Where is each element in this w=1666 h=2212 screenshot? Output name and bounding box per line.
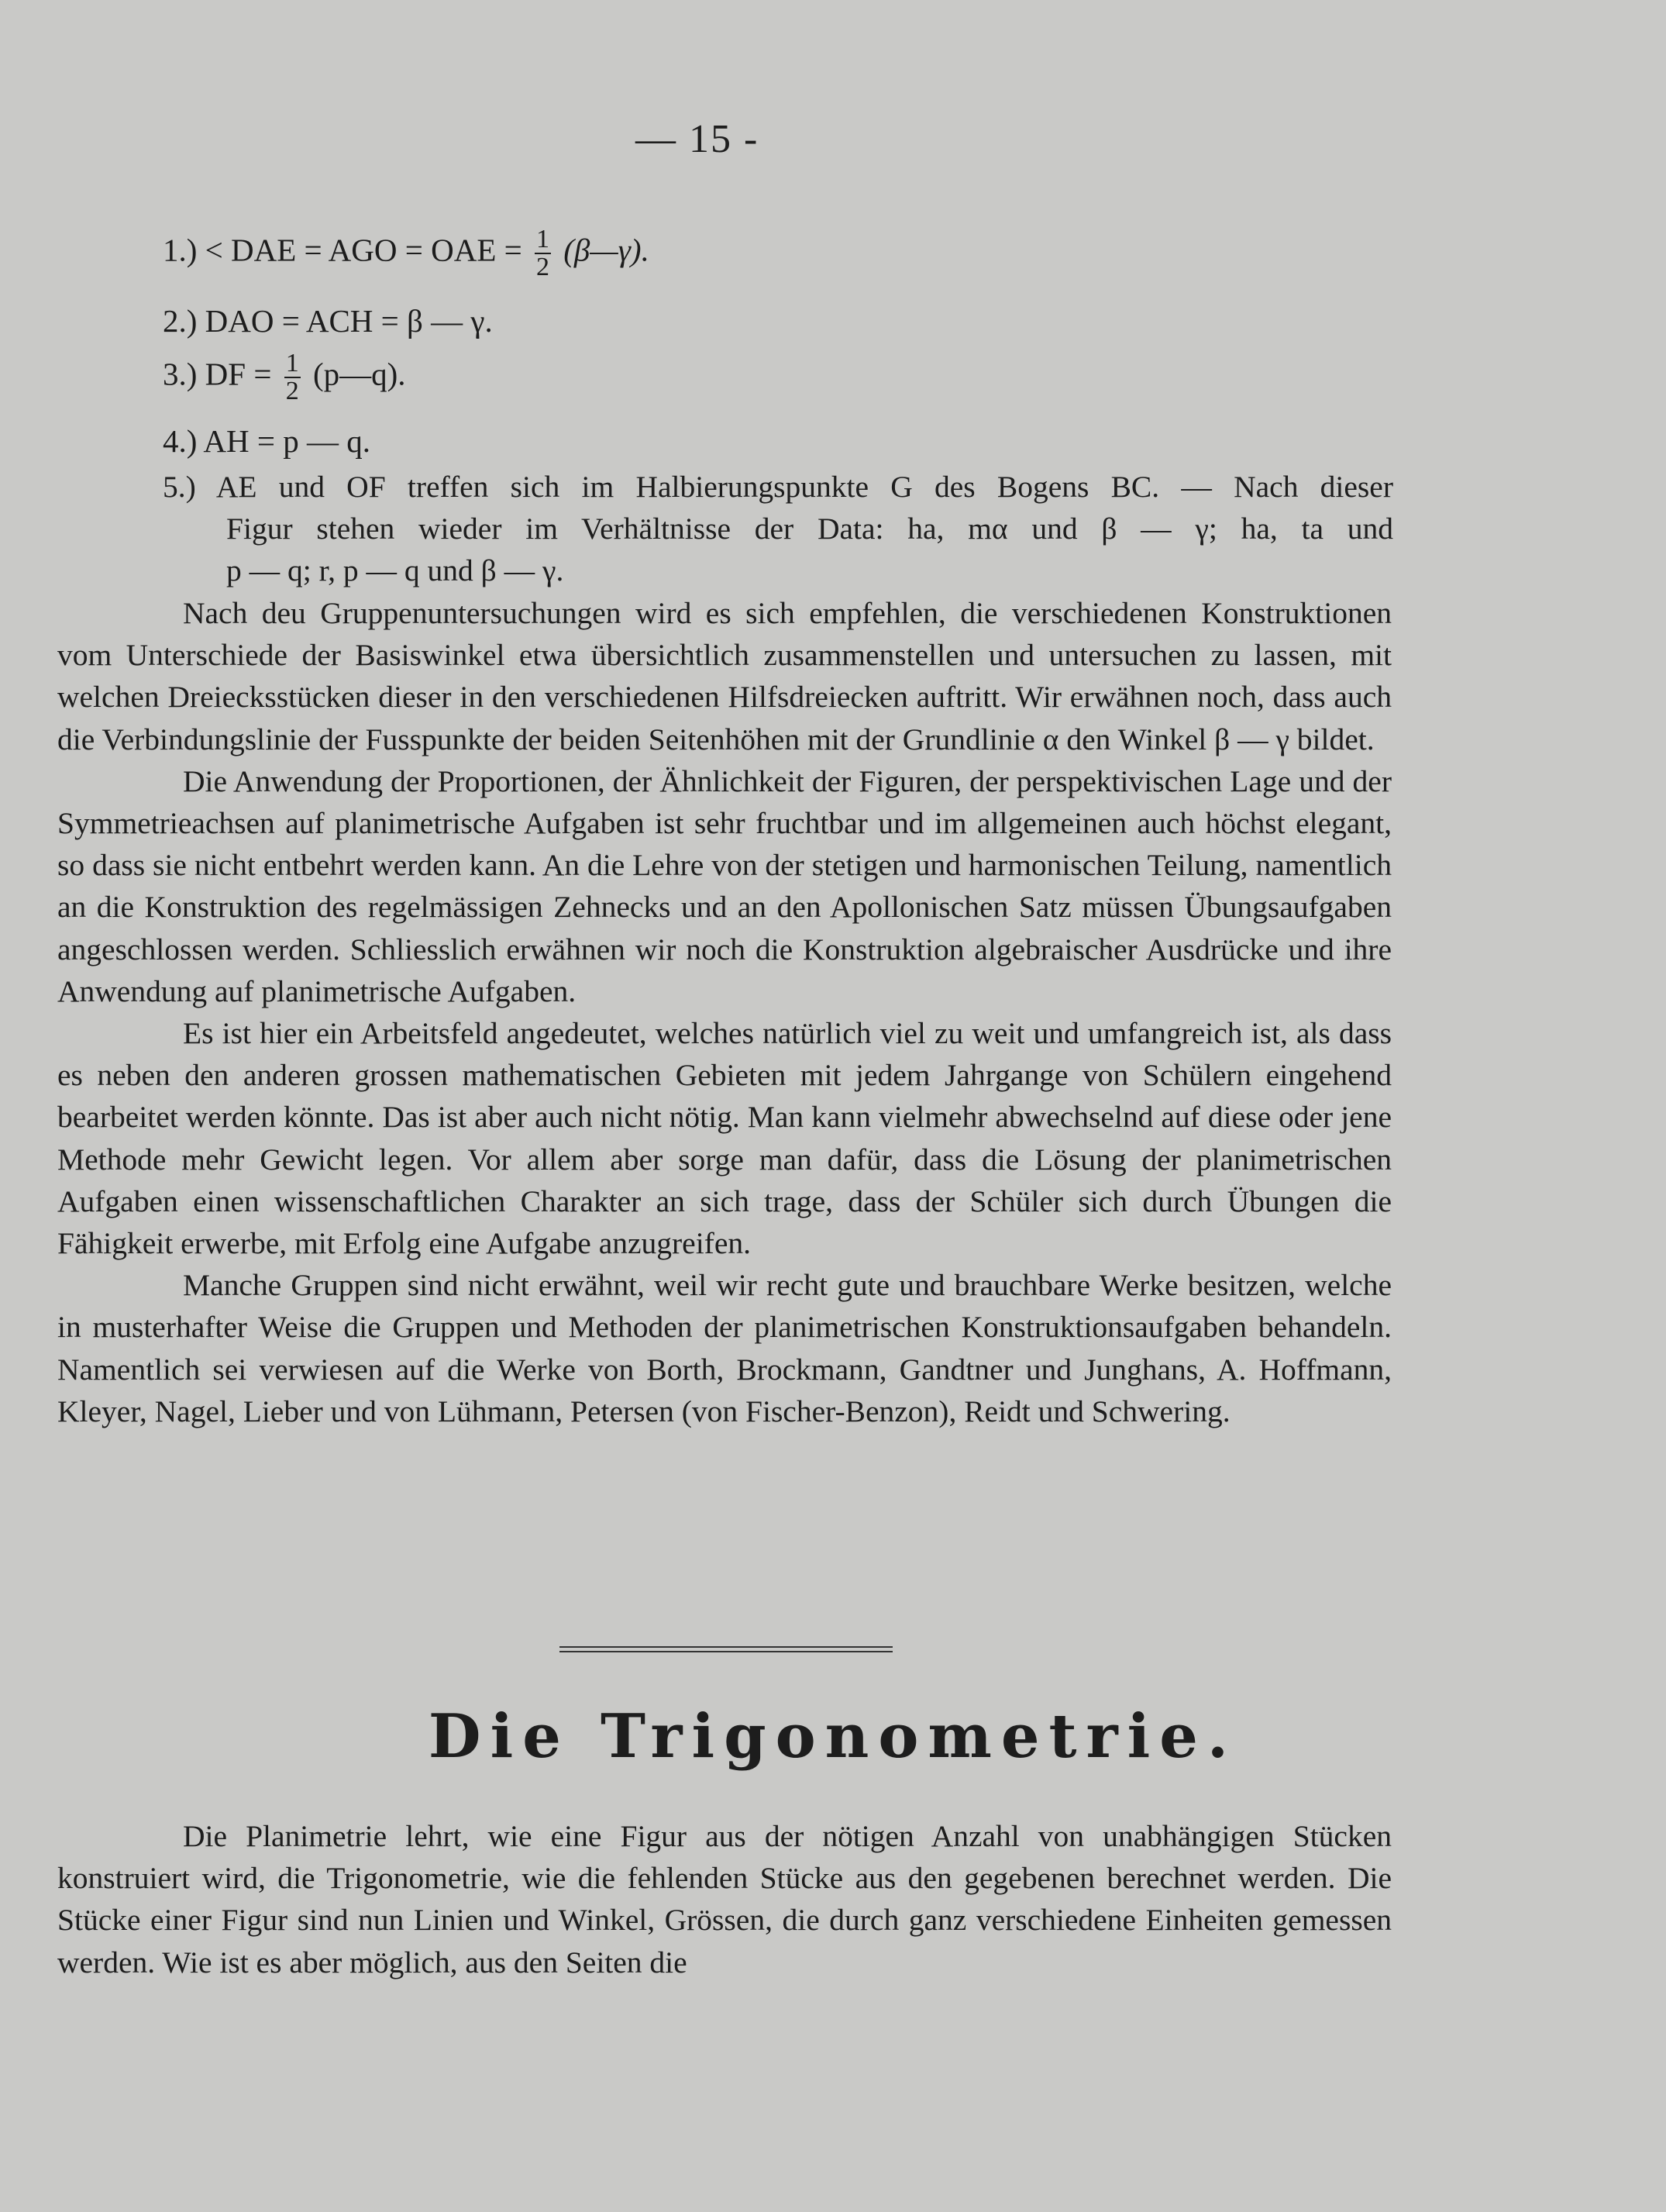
list-item-5-line-1: 5.) AE und OF treffen sich im Halbierungspunkte G des Bogens BC. — Nach dieser	[163, 470, 1393, 504]
list-item-5	[163, 466, 1393, 592]
paragraph-4: Manche Gruppen sind nicht erwähnt, weil wir recht gute und brauchbare Werke besitzen, welche in musterhafter Weise die Gruppen und Methoden der planimetrischen Konstruktionsaufgaben behandeln. Namentlich sei verwiesen auf die Werke von Borth, Brockmann, Gandtner und Junghans, A. Hoffmann, Kleyer, Nagel, Lieber und von Lühmann, Petersen (von Fischer-Benzon), Reidt und Schwering.	[57, 1268, 1392, 1428]
body-text-top	[57, 592, 1392, 1432]
page-number: — 15 -	[635, 117, 759, 161]
fraction-denominator: 2	[285, 377, 299, 405]
fraction-half	[284, 350, 301, 405]
equation-1-suffix: (β—γ).	[563, 232, 649, 268]
fraction-denominator: 2	[535, 253, 549, 281]
section-divider	[559, 1646, 893, 1652]
equation-3	[163, 350, 406, 405]
fraction-numerator: 1	[285, 349, 299, 377]
list-item-5-line-3: p — q; r, p — q und β — γ.	[226, 553, 564, 588]
section-heading: Die Trigonometrie.	[428, 1701, 1238, 1772]
equation-2: 2.) DAO = ACH = β — γ.	[163, 303, 493, 339]
paragraph-3: Es ist hier ein Arbeitsfeld angedeutet, welches natürlich viel zu weit und umfangreich ist, als dass es neben den anderen grossen mathematischen Gebieten mit jedem Jahrgange von Schülern eingehend bearbeitet werden könnte. Das ist aber auch nicht nötig. Man kann vielmehr abwechselnd auf diese oder jene Methode mehr Gewicht legen. Vor allem aber sorge man dafür, dass die Lösung der planimetrischen Aufgaben einen wissenschaftlichen Charakter an sich trage, dass der Schüler sich durch Übungen die Fähigkeit erwerbe, mit Erfolg eine Aufgabe anzugreifen.	[57, 1016, 1392, 1261]
list-item-5-line-2: Figur stehen wieder im Verhältnisse der Data: ha, mα und β — γ; ha, ta und	[226, 512, 1393, 546]
paragraph-1: Nach deu Gruppenuntersuchungen wird es sich empfehlen, die verschiedenen Konstruktionen vom Unterschiede der Basiswinkel etwa übersichtlich zusammenstellen und untersuchen zu lassen, mit welchen Dreiecksstücken dieser in den verschiedenen Hilfsdreiecken auftritt. Wir erwähnen noch, dass auch die Verbindungslinie der Fusspunkte der beiden Seitenhöhen mit der Grundlinie α den Winkel β — γ bildet.	[57, 596, 1392, 756]
equation-3-prefix: 3.) DF =	[163, 356, 272, 392]
body-text-bottom	[57, 1815, 1392, 1983]
paragraph-2: Die Anwendung der Proportionen, der Ähnlichkeit der Figuren, der perspektivischen Lage und der Symmetrieachsen auf planimetrische Aufgaben ist sehr fruchtbar und im allgemeinen auch höchst elegant, so dass sie nicht entbehrt werden kann. An die Lehre von der stetigen und harmonischen Teilung, namentlich an die Konstruktion des regelmässigen Zehnecks und an den Apollonischen Satz müssen Übungsaufgaben angeschlossen werden. Schliesslich erwähnen wir noch die Konstruktion algebraischer Ausdrücke und ihre Anwendung auf planimetrische Aufgaben.	[57, 763, 1392, 1008]
equation-1	[163, 226, 649, 281]
fraction-numerator: 1	[535, 225, 549, 253]
fraction-half	[535, 226, 551, 281]
paragraph-5: Die Planimetrie lehrt, wie eine Figur aus der nötigen Anzahl von unabhängigen Stücken konstruiert wird, die Trigonometrie, wie die fehlenden Stücke aus den gegebenen berechnet werden. Die Stücke einer Figur sind nun Linien und Winkel, Grössen, die durch ganz verschiedene Einheiten gemessen werden. Wie ist es aber möglich, aus den Seiten die	[57, 1819, 1392, 1979]
equation-1-prefix: 1.) < DAE = AGO = OAE =	[163, 232, 522, 268]
equation-4: 4.) AH = p — q.	[163, 423, 370, 459]
equation-3-suffix: (p—q).	[312, 356, 406, 392]
